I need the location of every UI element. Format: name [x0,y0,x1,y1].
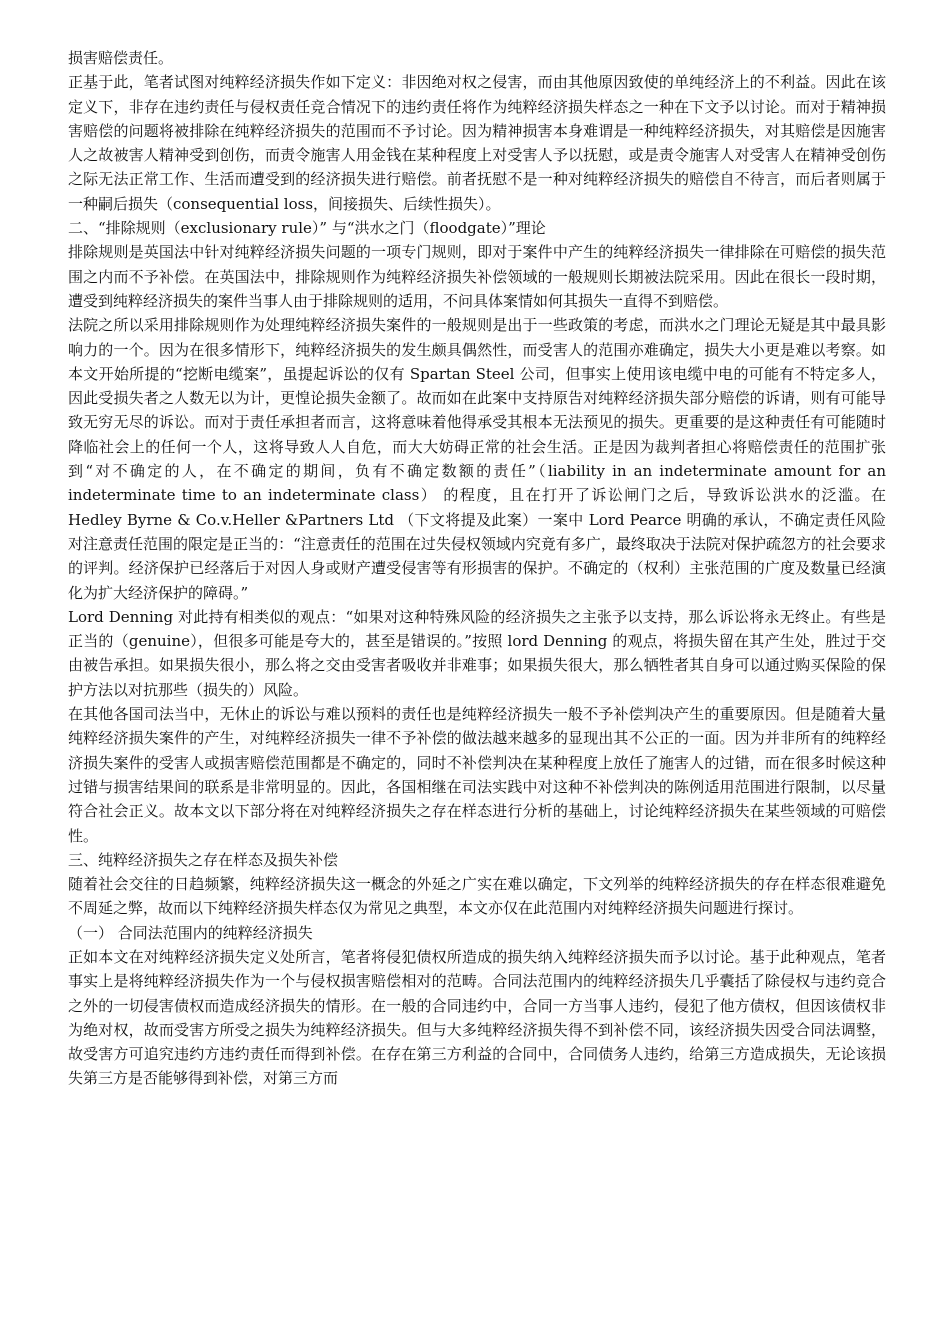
paragraph-lord-denning: Lord Denning 对此持有相类似的观点：“如果对这种特殊风险的经济损失之主张予以支持，那么诉讼将永无终止。有些是正当的（genuine），但很多可能是夸大的，甚至是错误的。”按照 lord Denning 的观点，将损失留在其产生处，胜过于交由被告承担。如果损失很小，那么将之交由受害者吸收并非难事；如果损失很大，那么牺牲者其自身可以通过购买保险的保护方法以对抗那些（损失的）风险。 [68,607,886,699]
paragraph-definition: 正基于此，笔者试图对纯粹经济损失作如下定义：非因绝对权之侵害，而由其他原因致使的单纯经济上的不利益。因此在该定义下，非存在违约责任与侵权责任竞合情况下的违约责任将作为纯粹经济损失样态之一种在下文予以讨论。而对于精神损害赔偿的问题将被排除在纯粹经济损失的范围而不予讨论。因为精神损害本身难谓是一种纯粹经济损失，对其赔偿是因施害人之故被害人精神受到创伤，而责令施害人用金钱在某种程度上对受害人予以抚慰，或是责令施害人对受害人在精神受创伤之际无法正常工作、生活而遭受到的经济损失进行赔偿。前者抚慰不是一种对纯粹经济损失的赔偿自不待言，而后者则属于一种嗣后损失（consequential loss，间接损失、后续性损失）。 [68,73,886,213]
document-body [68,46,886,1091]
section-heading-3: 三、纯粹经济损失之存在样态及损失补偿 [68,850,339,869]
paragraph-continuation: 损害赔偿责任。 [68,49,174,67]
paragraph-forms-intro: 随着社会交往的日趋频繁，纯粹经济损失这一概念的外延之广实在难以确定，下文列举的纯粹经济损失的存在样态很难避免不周延之弊，故而以下纯粹经济损失样态仅为常见之典型，本文亦仅在此范围内对纯粹经济损失问题进行探讨。 [68,875,886,918]
paragraph-other-jurisdictions: 在其他各国司法当中，无休止的诉讼与难以预料的责任也是纯粹经济损失一般不予补偿判决产生的重要原因。但是随着大量纯粹经济损失案件的产生，对纯粹经济损失一律不予补偿的做法越来越多的显现出其不公正的一面。因为并非所有的纯粹经济损失案件的受害人或损害赔偿范围都是不确定的，同时不补偿判决在某种程度上放任了施害人的过错，而在很多时候这种过错与损害结果间的联系是非常明显的。因此，各国相继在司法实践中对这种不补偿判决的陈例适用范围进行限制，以尽量符合社会正义。故本文以下部分将在对纯粹经济损失之存在样态进行分析的基础上，讨论纯粹经济损失在某些领域的可赔偿性。 [68,705,886,845]
paragraph-floodgate: 法院之所以采用排除规则作为处理纯粹经济损失案件的一般规则是出于一些政策的考虑，而洪水之门理论无疑是其中最具影响力的一个。因为在很多情形下，纯粹经济损失的发生颇具偶然性，而受害人的范围亦难确定，损失大小更是难以考察。如本文开始所提的“挖断电缆案”，虽提起诉讼的仅有 Spartan Steel 公司，但事实上使用该电缆中电的可能有不特定多人，因此受损失者之人数无以为计，更惶论损失金额了。故而如在此案中支持原告对纯粹经济损失部分赔偿的诉请，则有可能导致无穷无尽的诉讼。而对于责任承担者而言，这将意味着他得承受其根本无法预见的损失。更重要的是这种责任有可能随时降临社会上的任何一个人，这将导致人人自危，而大大妨碍正常的社会生活。正是因为裁判者担心将赔偿责任的范围扩张到“对不确定的人，在不确定的期间，负有不确定数额的责任”（liability in an indeterminate amount for an indeterminate time to an indeterminate class） 的程度，且在打开了诉讼闸门之后，导致诉讼洪水的泛滥。在 Hedley Byrne & Co.v.Heller &Partners Ltd （下文将提及此案）一案中 Lord Pearce 明确的承认，不确定责任风险对注意责任范围的限定是正当的：“注意责任的范围在过失侵权领域内究竟有多广，最终取决于法院对保护疏忽方的社会要求的评判。经济保护已经落后于对因人身或财产遭受侵害等有形损害的保护。不确定的（权利）主张范围的广度及数量已经演化为扩大经济保护的障碍。” [68,316,886,602]
section-heading-2: 二、“排除规则（exclusionary rule）” 与“洪水之门（floodgate）”理论 [68,219,546,238]
subsection-heading-1: （一） 合同法范围内的纯粹经济损失 [68,923,313,942]
paragraph-exclusionary-rule: 排除规则是英国法中针对纯粹经济损失问题的一项专门规则，即对于案件中产生的纯粹经济损失一律排除在可赔偿的损失范围之内而不予补偿。在英国法中，排除规则作为纯粹经济损失补偿领域的一般规则长期被法院采用。因此在很长一段时期，遭受到纯粹经济损失的案件当事人由于排除规则的适用，不问具体案情如何其损失一直得不到赔偿。 [68,243,886,310]
paragraph-contract-law: 正如本文在对纯粹经济损失定义处所言，笔者将侵犯债权所造成的损失纳入纯粹经济损失而予以讨论。基于此种观点，笔者事实上是将纯粹经济损失作为一个与侵权损害赔偿相对的范畴。合同法范围内的纯粹经济损失几乎囊括了除侵权与违约竞合之外的一切侵害债权而造成经济损失的情形。在一般的合同违约中，合同一方当事人违约，侵犯了他方债权，但因该债权非为绝对权，故而受害方所受之损失为纯粹经济损失。但与大多纯粹经济损失得不到补偿不同，该经济损失因受合同法调整，故受害方可追究违约方违约责任而得到补偿。在存在第三方利益的合同中，合同债务人违约，给第三方造成损失，无论该损失第三方是否能够得到补偿，对第三方而 [68,947,886,1088]
